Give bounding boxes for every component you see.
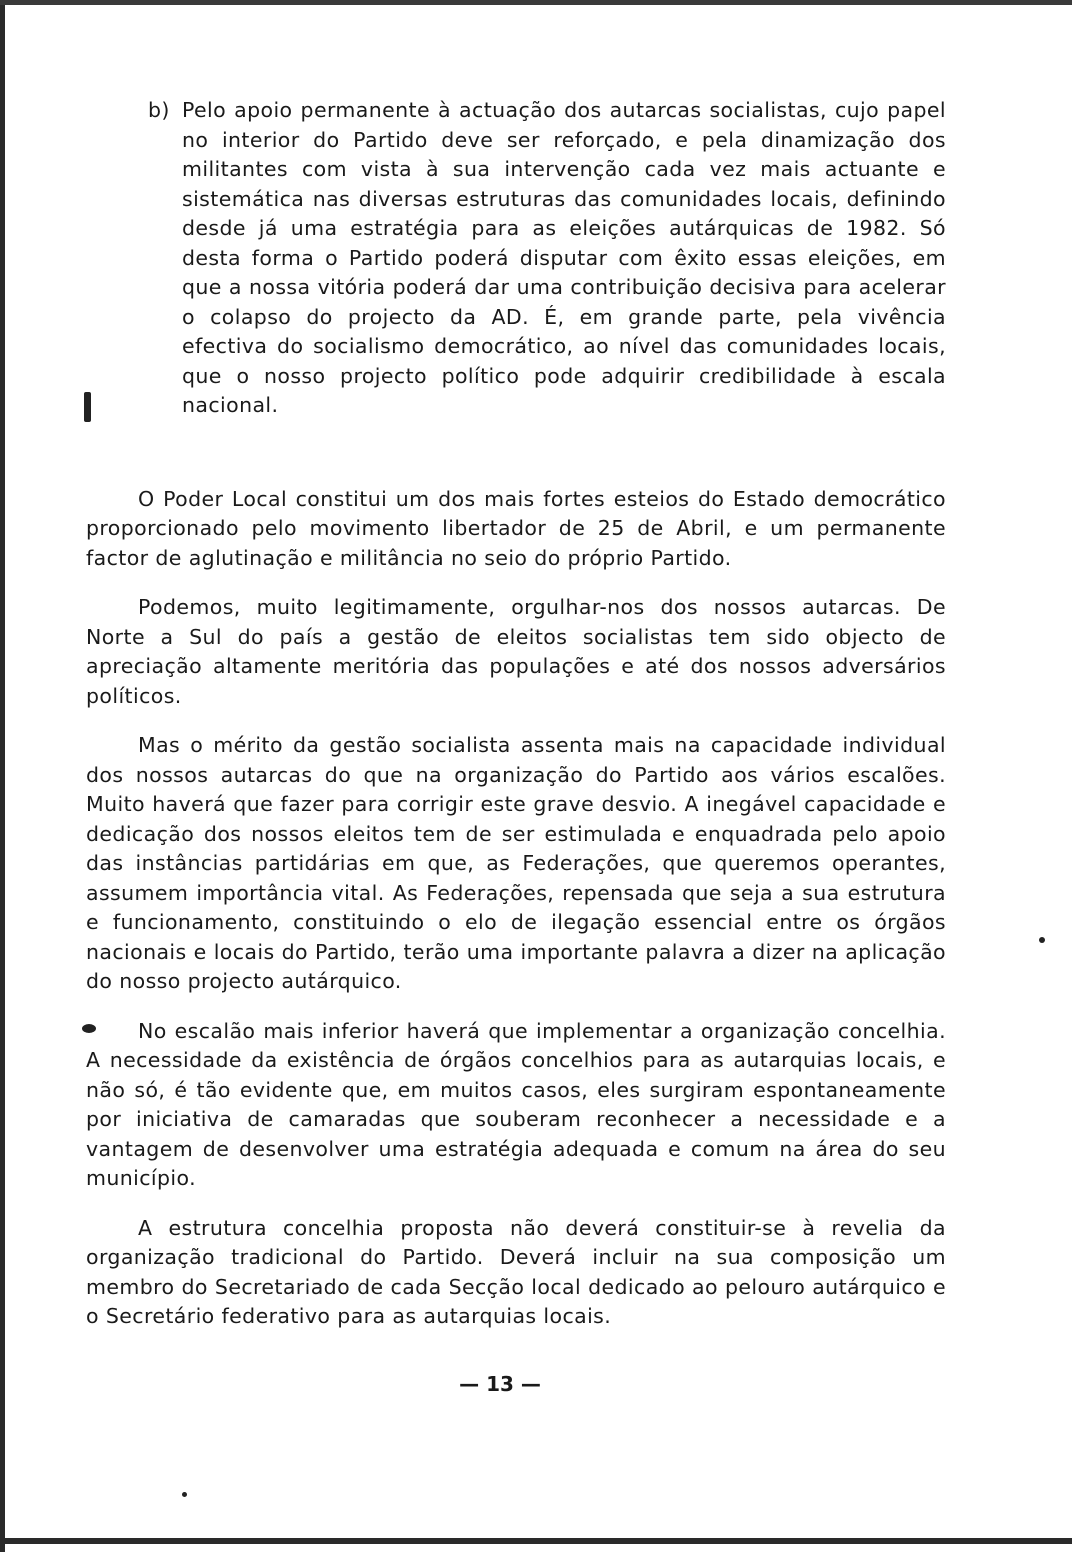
scan-speck bbox=[84, 392, 91, 422]
scan-speck bbox=[82, 1024, 96, 1033]
paragraph-organizacao-concelhia: No escalão mais inferior haverá que implementar a organização concelhia. A necessidade da existência de órgãos concelhios para as autarquias locais, e não só, é tão evidente que, em muitos casos, eles surgiram espontaneamente por iniciativa de camaradas que souberam reconhecer a necessidade e a vantagem de desenvolver uma estratégia adequada e comum na área do seu município. bbox=[86, 1018, 946, 1190]
scan-speck bbox=[182, 1492, 187, 1497]
document-page bbox=[86, 96, 946, 1332]
scan-speck bbox=[1039, 937, 1045, 943]
paragraph-merito-gestao: Mas o mérito da gestão socialista assenta mais na capacidade individual dos nossos autarcas do que na organização do Partido aos vários escalões. Muito haverá que fazer para corrigir este grave desvio. A inegável capacidade e dedicação dos nossos eleitos tem de ser estimulada e enquadrada pelo apoio das instâncias partidárias em que, as Federações, que queremos operantes, assumem importância vital. As Federações, repensada que seja a sua estrutura e funcionamento, constituindo o elo de ilegação essencial entre os órgãos nacionais e locais do Partido, terão uma importante palavra a dizer na aplicação do nosso projecto autárquico. bbox=[86, 733, 946, 993]
paragraph-autarcas: Podemos, muito legitimamente, orgulhar-nos dos nossos autarcas. De Norte a Sul do país a gestão de eleitos socialistas tem sido objecto de apreciação altamente meritória das populações e até dos nossos adversários políticos. bbox=[86, 595, 946, 708]
paragraph-poder-local: O Poder Local constitui um dos mais fortes esteios do Estado democrático proporcionado pelo movimento libertador de 25 de Abril, e um permanente factor de aglutinação e militância no seio do próprio Partido. bbox=[86, 486, 946, 570]
scan-edge-left bbox=[0, 0, 5, 1552]
list-item-b bbox=[86, 96, 946, 421]
scan-edge-top bbox=[0, 0, 1072, 5]
scan-edge-bottom bbox=[0, 1538, 1072, 1544]
paragraph-estrutura-concelhia: A estrutura concelhia proposta não deverá constituir-se à revelia da organização tradicional do Partido. Deverá incluir na sua composição um membro do Secretariado de cada Secção local dedicado ao pelouro autárquico e o Secretário federativo para as autarquias locais. bbox=[86, 1215, 946, 1328]
list-item-text: Pelo apoio permanente à actuação dos autarcas socialistas, cujo papel no interior do Partido deve ser reforçado, e pela dinamização dos militantes com vista à sua intervenção cada vez mais actuante e sistemática nas diversas estruturas das comunidades locais, definindo desde já uma estratégia para as eleições autárquicas de 1982. Só desta forma o Partido poderá disputar com êxito essas eleições, em que a nossa vitória poderá dar uma contribuição decisiva para acelerar o colapso do projecto da AD. É, em grande parte, pela vivência efectiva do socialismo democrático, ao nível das comunidades locais, que o nosso projecto político pode adquirir credibilidade à escala nacional. bbox=[182, 98, 946, 417]
page-number: — 13 — bbox=[459, 1372, 541, 1396]
list-item-marker: b) bbox=[148, 98, 170, 122]
